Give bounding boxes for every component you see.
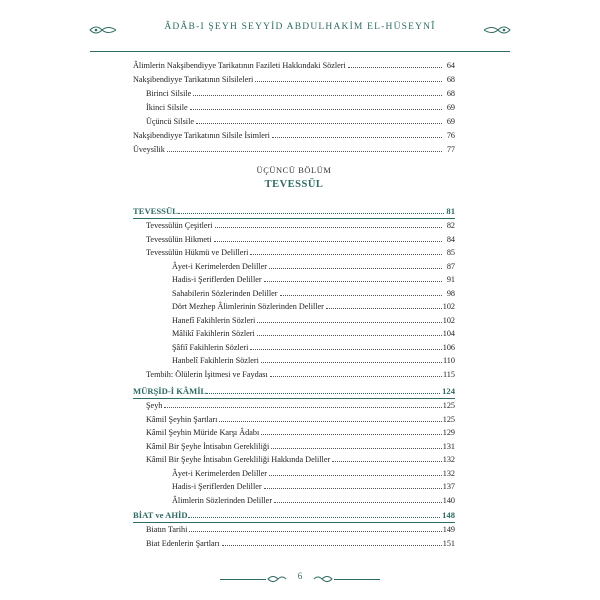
dot-leader <box>257 334 442 336</box>
toc-entry-label: Hadis-i Şeriflerden Deliller <box>172 275 262 284</box>
toc-entry-label: Şeyh <box>146 401 163 410</box>
toc-entry[interactable] <box>133 144 455 156</box>
toc-entry-page: 76 <box>446 131 455 140</box>
toc-entry-page: 131 <box>442 441 455 451</box>
chapter-title: TEVESSÜL <box>264 179 324 190</box>
toc-section-tevessul <box>133 204 455 379</box>
toc-entry[interactable] <box>133 328 455 340</box>
toc-entry-label: Dört Mezhep Âlimlerinin Sözlerinden Deliller <box>172 302 324 311</box>
toc-entry-page: 106 <box>442 342 455 352</box>
dot-leader <box>178 212 445 214</box>
ornament-right-icon <box>312 573 334 585</box>
dot-leader <box>348 66 442 68</box>
toc-entry-page: 69 <box>446 117 455 126</box>
toc-entry[interactable] <box>133 468 455 480</box>
toc-entry[interactable] <box>133 274 455 286</box>
chapter-subtitle: ÜÇÜNCÜ BÖLÜM <box>256 166 332 175</box>
toc-entry[interactable] <box>133 342 455 354</box>
toc-entry-page: 137 <box>442 482 455 491</box>
toc-entry-label: Biatın Tarihi <box>146 525 188 534</box>
section-page: 148 <box>442 510 455 520</box>
toc-entry[interactable] <box>133 538 455 550</box>
toc-entry[interactable] <box>133 60 455 72</box>
section-title: MÜRŞİD-İ KÂMİL <box>133 386 207 396</box>
toc-entry-label: İkinci Silsile <box>146 103 188 112</box>
dot-leader <box>255 80 442 82</box>
toc-entry-label: Hadis-i Şeriflerden Deliller <box>172 482 262 491</box>
toc-entry-label: Hanbelî Fakihlerin Sözleri <box>172 356 259 365</box>
dot-leader <box>222 544 442 546</box>
toc-entry-page: 87 <box>446 261 455 271</box>
dot-leader <box>269 267 442 269</box>
toc-entry-label: Âyet-i Kerimelerden Deliller <box>172 261 268 271</box>
section-rule <box>133 522 455 523</box>
toc-entry-page: 85 <box>446 248 455 257</box>
toc-entry-label: Kâmil Şeyhin Şartları <box>146 414 218 424</box>
toc-entry[interactable] <box>133 130 455 142</box>
toc-entry-page: 132 <box>442 468 455 478</box>
toc-entry-label: Tembih: Ölülerin İşitmesi ve Faydası <box>146 369 268 379</box>
toc-entry-label: Biat Edenlerin Şartları <box>146 538 220 548</box>
dot-leader <box>271 447 441 449</box>
toc-entry[interactable] <box>133 74 455 86</box>
dot-leader <box>270 375 442 377</box>
toc-entry[interactable] <box>133 315 455 327</box>
toc-entry[interactable] <box>133 495 455 507</box>
toc-entry-label: Birinci Silsile <box>146 89 192 98</box>
running-header <box>90 20 510 40</box>
toc-entry-label: Şâfiî Fakihlerin Sözleri <box>172 342 249 352</box>
chapter-heading <box>133 166 455 196</box>
toc-entry-page: 129 <box>442 428 455 437</box>
section-heading[interactable] <box>133 508 455 522</box>
toc-entry-label: Üçüncü Silsile <box>146 117 194 126</box>
toc-entry-page: 69 <box>446 103 455 112</box>
section-page: 124 <box>442 386 455 396</box>
dot-leader <box>219 420 441 422</box>
footer-rule-right <box>334 579 380 580</box>
toc-entry-label: Sahabilerin Sözlerinden Deliller <box>172 288 278 298</box>
toc-entry-page: 64 <box>446 61 455 70</box>
toc-entry-page: 82 <box>446 221 455 230</box>
toc-entry-label: Kâmil Bir Şeyhe İntisabın Gerekliliği <box>146 441 270 451</box>
toc-entry[interactable] <box>133 355 455 367</box>
section-heading[interactable] <box>133 384 455 398</box>
section-rule <box>133 398 455 399</box>
page-number: 6 <box>297 571 303 581</box>
section-rule <box>133 218 455 219</box>
dot-leader <box>261 433 441 435</box>
toc-entry-page: 115 <box>443 369 455 379</box>
dot-leader <box>274 501 442 503</box>
toc-entry[interactable] <box>133 454 455 466</box>
dot-leader <box>332 460 442 462</box>
toc-continued-list <box>133 60 455 160</box>
dot-leader <box>264 487 442 489</box>
running-header-title: ÂDÂB-I ŞEYH SEYYİD ABDULHAKİM EL-HÜSEYNÎ <box>164 22 436 32</box>
toc-entry-page: 125 <box>442 401 455 410</box>
toc-entry[interactable] <box>133 369 455 381</box>
toc-entry-label: Kâmil Şeyhin Müride Karşı Âdabı <box>146 428 260 437</box>
toc-entry-page: 102 <box>442 315 455 325</box>
toc-entry-page: 149 <box>442 525 455 534</box>
dot-leader <box>190 108 442 110</box>
toc-entry[interactable] <box>133 288 455 300</box>
toc-entry-label: Nakşibendiyye Tarikatının Silsile İsimleri <box>133 131 270 140</box>
dot-leader <box>206 392 440 394</box>
dot-leader <box>261 361 442 363</box>
section-heading[interactable] <box>133 204 455 218</box>
toc-entry-label: Mâlikî Fakihlerin Sözleri <box>172 329 255 338</box>
toc-entry-page: 91 <box>446 275 455 284</box>
ornament-right-icon <box>482 24 512 36</box>
dot-leader <box>250 253 442 255</box>
dot-leader <box>215 226 442 228</box>
toc-entry[interactable] <box>133 400 455 412</box>
toc-entry[interactable] <box>133 220 455 232</box>
toc-entry[interactable] <box>133 88 455 100</box>
section-title: TEVESSÜL <box>133 206 178 216</box>
toc-entry-label: Âyet-i Kerimelerden Deliller <box>172 468 268 478</box>
toc-entry-page: 140 <box>442 495 455 505</box>
toc-entry-page: 68 <box>446 75 455 84</box>
toc-section-biat <box>133 508 455 554</box>
toc-entry-label: Üveysîlik <box>133 145 165 154</box>
dot-leader <box>196 122 442 124</box>
dot-leader <box>326 307 442 309</box>
toc-entry-page: 84 <box>446 234 455 244</box>
toc-entry-page: 98 <box>446 288 455 298</box>
toc-entry-label: Âlimlerin Nakşibendiyye Tarikatının Fazileti Hakkındaki Sözleri <box>133 61 346 70</box>
dot-leader <box>214 240 442 242</box>
toc-entry[interactable] <box>133 102 455 114</box>
toc-entry-page: 77 <box>446 145 455 154</box>
dot-leader <box>264 280 442 282</box>
section-page: 81 <box>446 206 455 216</box>
toc-entry[interactable] <box>133 441 455 453</box>
dot-leader <box>193 94 442 96</box>
dot-leader <box>167 150 442 152</box>
toc-entry-page: 125 <box>442 414 455 424</box>
page-footer <box>220 571 380 587</box>
toc-entry-label: Tevessülün Çeşitleri <box>146 221 213 230</box>
toc-entry-label: Tevessülün Hikmeti <box>146 234 212 244</box>
toc-entry-page: 132 <box>442 455 455 464</box>
toc-entry-page: 110 <box>443 356 455 365</box>
toc-entry-page: 104 <box>442 329 455 338</box>
toc-entry-label: Nakşibendiyye Tarikatının Silsileleri <box>133 75 254 84</box>
dot-leader <box>280 294 443 296</box>
toc-entry[interactable] <box>133 427 455 439</box>
dot-leader <box>189 530 441 532</box>
dot-leader <box>250 348 441 350</box>
toc-entry[interactable] <box>133 261 455 273</box>
dot-leader <box>188 516 441 518</box>
dot-leader <box>257 321 442 323</box>
dot-leader <box>272 136 442 138</box>
toc-entry-label: Hanefî Fakihlerin Sözleri <box>172 315 256 325</box>
toc-entry[interactable] <box>133 524 455 536</box>
toc-section-murshid <box>133 384 455 505</box>
toc-entry[interactable] <box>133 301 455 313</box>
dot-leader <box>164 406 441 408</box>
toc-entry-page: 151 <box>442 538 455 548</box>
toc-entry[interactable] <box>133 116 455 128</box>
section-title: BİAT ve AHİD <box>133 510 188 520</box>
toc-entry-label: Âlimlerin Sözlerinden Deliller <box>172 495 273 505</box>
toc-entry-label: Kâmil Bir Şeyhe İntisabın Gerekliliği Hakkında Deliller <box>146 455 331 464</box>
toc-entry[interactable] <box>133 414 455 426</box>
toc-entry-label: Tevessülün Hükmü ve Delilleri <box>146 248 249 257</box>
toc-entry-page: 102 <box>442 302 455 311</box>
dot-leader <box>269 474 442 476</box>
toc-entry[interactable] <box>133 481 455 493</box>
toc-entry[interactable] <box>133 247 455 259</box>
header-rule <box>90 51 510 52</box>
toc-entry-page: 68 <box>446 89 455 98</box>
toc-entry[interactable] <box>133 234 455 246</box>
